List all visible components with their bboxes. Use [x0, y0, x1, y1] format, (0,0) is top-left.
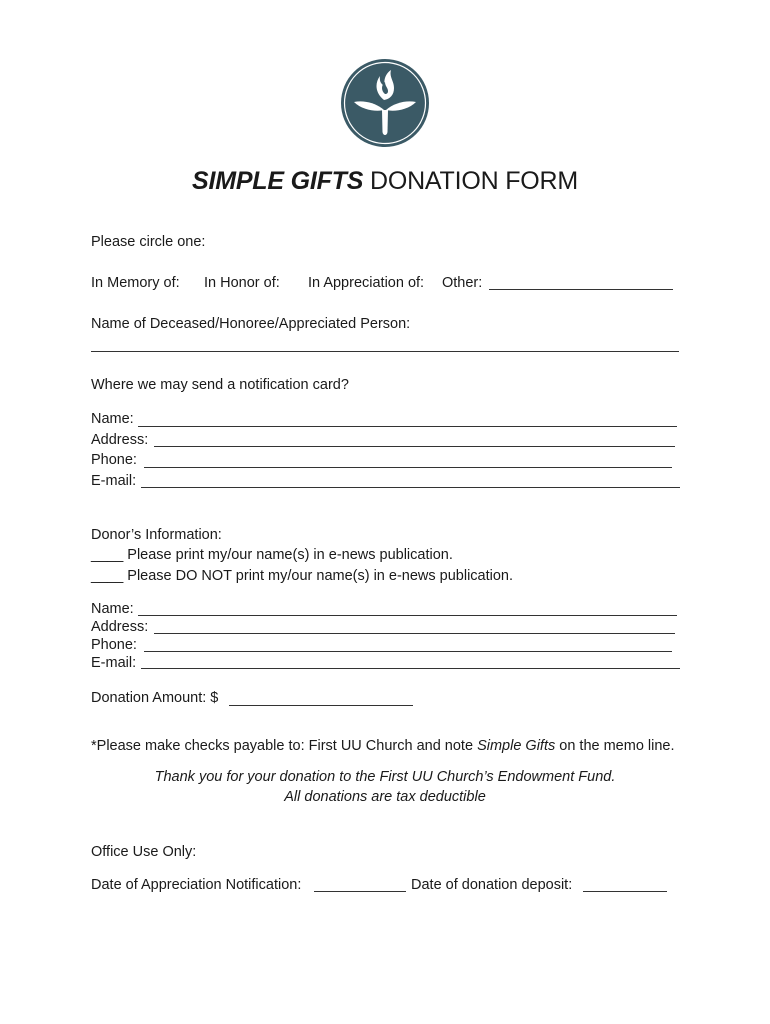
donor-heading: Donor’s Information:	[91, 527, 222, 543]
option-in-honor[interactable]: In Honor of:	[204, 275, 280, 291]
notify-address-label: Address:	[91, 432, 149, 448]
notify-email-field[interactable]	[141, 487, 680, 488]
notify-phone-field[interactable]	[144, 467, 672, 468]
donor-name-label: Name:	[91, 601, 134, 617]
option-in-appreciation[interactable]: In Appreciation of:	[308, 275, 425, 291]
notify-name-field[interactable]	[138, 426, 677, 427]
donor-email-label: E-mail:	[91, 655, 137, 671]
notify-address-field[interactable]	[154, 446, 675, 447]
appreciation-date-field[interactable]	[314, 891, 406, 892]
donation-amount-field[interactable]	[229, 705, 413, 706]
checks-note-italic: Simple Gifts	[477, 738, 556, 754]
office-heading: Office Use Only:	[91, 844, 197, 860]
donor-option-print[interactable]: ____ Please print my/our name(s) in e-news publication.	[91, 547, 453, 563]
donor-email-field[interactable]	[141, 668, 680, 669]
donation-amount-label: Donation Amount: $	[91, 690, 219, 706]
honoree-blank[interactable]	[91, 351, 679, 352]
page-title	[0, 166, 770, 196]
checks-note	[91, 738, 675, 755]
checks-note-before: *Please make checks payable to: First UU Church and note	[91, 738, 478, 754]
donor-address-label: Address:	[91, 619, 149, 635]
title-bold: SIMPLE GIFTS	[191, 167, 364, 195]
notify-email-label: E-mail:	[91, 473, 137, 489]
option-in-memory[interactable]: In Memory of:	[91, 275, 180, 291]
logo-icon	[340, 58, 430, 148]
other-blank[interactable]	[489, 289, 673, 290]
donor-option-no-print[interactable]: ____ Please DO NOT print my/our name(s) in e-news publication.	[91, 568, 514, 584]
option-other[interactable]: Other:	[442, 275, 483, 291]
circle-prompt: Please circle one:	[91, 234, 206, 250]
notification-prompt: Where we may send a notification card?	[91, 377, 349, 393]
deposit-date-label: Date of donation deposit:	[411, 877, 573, 893]
donor-address-field[interactable]	[154, 633, 675, 634]
honoree-label: Name of Deceased/Honoree/Appreciated Person:	[91, 316, 411, 332]
donor-name-field[interactable]	[138, 615, 677, 616]
deposit-date-field[interactable]	[583, 891, 667, 892]
donor-phone-field[interactable]	[144, 651, 672, 652]
checks-note-after: on the memo line.	[555, 738, 675, 754]
thanks-line-2: All donations are tax deductible	[284, 789, 486, 805]
title-rest: DONATION FORM	[363, 167, 578, 195]
notify-name-label: Name:	[91, 411, 134, 427]
chalice-flame-logo	[340, 58, 430, 148]
appreciation-date-label: Date of Appreciation Notification:	[91, 877, 302, 893]
thanks-line-1: Thank you for your donation to the First UU Church’s Endowment Fund.	[154, 769, 616, 785]
donor-phone-label: Phone:	[91, 637, 137, 653]
notify-phone-label: Phone:	[91, 452, 137, 468]
